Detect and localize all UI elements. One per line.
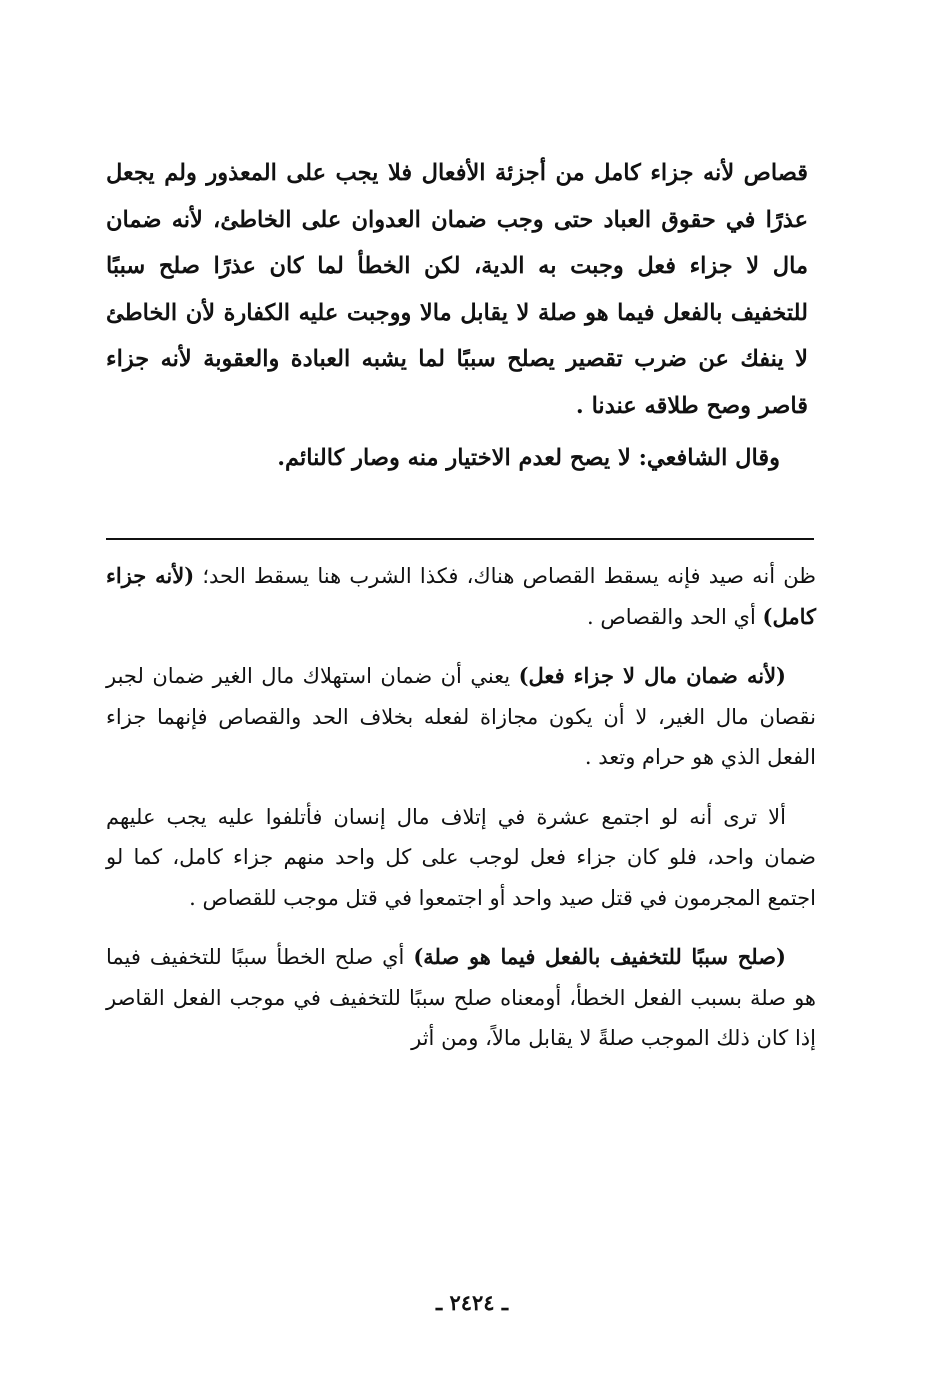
quoted-matn: (لأنه ضمان مال لا جزاء فعل) — [518, 663, 786, 688]
commentary-text: ظن أنه صيد فإنه يسقط القصاص هناك، فكذا الشرب هنا يسقط الحد؛ — [194, 564, 817, 588]
commentary-text: أي صلح الخطأ سببًا للتخفيف فيما هو صلة بسبب الفعل الخطأ، أومعناه صلح سببًا للتخفيف في موجب الفعل القاصر إذا كان ذلك الموجب صلةً لا يقابل مالاً، ومن أثر — [106, 945, 816, 1050]
quoted-matn: (لأنه جزاء كامل) — [106, 563, 816, 629]
commentary-paragraph — [106, 937, 816, 1059]
footnote-divider — [106, 538, 814, 540]
quoted-matn: (صلح سببًا للتخفيف بالفعل فيما هو صلة) — [413, 944, 786, 969]
main-text — [106, 150, 808, 482]
commentary-text: ألا ترى أنه لو اجتمع عشرة في إتلاف مال إنسان فأتلفوا عليه يجب عليهم ضمان واحد، فلو كان جزاء فعل لوجب على كل واحد منهم جزاء كامل، كما لو اجتمع المجرمون في قتل صيد واحد أو اجتمعوا في قتل موجب للقصاص . — [106, 804, 816, 910]
commentary-paragraph — [106, 797, 816, 919]
commentary-paragraph — [106, 556, 816, 637]
commentary-paragraph — [106, 656, 816, 778]
commentary — [106, 556, 816, 1078]
main-text-paragraph: وقال الشافعي: لا يصح لعدم الاختيار منه وصار كالنائم. — [277, 445, 780, 471]
main-text-paragraph: قصاص لأنه جزاء كامل من أجزئة الأفعال فلا يجب على المعذور ولم يجعل عذرًا في حقوق العباد حتى وجب ضمان العدوان على الخاطئ، لأنه ضمان مال لا جزاء فعل وجبت به الدية، لكن الخطأ لما كان عذرًا صلح سببًا للتخفيف بالفعل فيما هو صلة لا يقابل مالا ووجبت عليه الكفارة لأن الخاطئ لا ينفك عن ضرب تقصير يصلح سببًا لما يشبه العبادة والعقوبة لأنه جزاء قاصر وصح طلاقه عندنا . — [106, 160, 808, 419]
commentary-text: أي الحد والقصاص . — [587, 604, 763, 629]
page-number: ـ ٢٤٢٤ ـ — [435, 1290, 509, 1315]
commentary-text: يعني أن ضمان استهلاك مال الغير ضمان لجبر نقصان مال الغير، لا أن يكون مجازاة لفعله بخلاف الحد والقصاص فإنهما جزاء الفعل الذي هو حرام وتعد . — [106, 664, 816, 769]
